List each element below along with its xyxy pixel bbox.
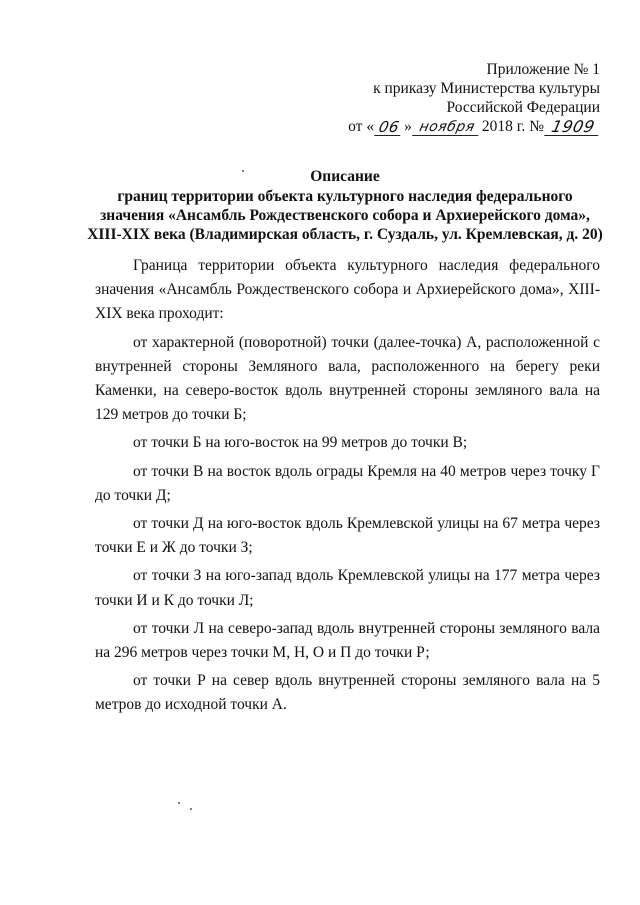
title-line-2: значения «Ансамбль Рождественского собора и Архиерейского дома»,: [100, 207, 590, 224]
appendix-date-line: [300, 117, 600, 136]
date-year: 2018 г.: [481, 118, 526, 135]
paragraph-segment-b-v: от точки Б на юго-восток на 99 метров до точки В;: [133, 434, 468, 452]
date-close-quote: »: [404, 118, 412, 135]
paragraph-segment-v-d: от точки В на восток вдоль ограды Кремля на 40 метров через точку Г до точки Д;: [95, 462, 600, 504]
appendix-order-ref: к приказу Министерства культуры: [373, 80, 600, 97]
paragraph-segment-a-b: от характерной (поворотной) точки (далее-точка) А, расположенной с внутренней стороны Земляного вала, расположенного на берегу реки Каменки, на северо-восток вдоль внутренней стороны земляного вала на 129 метров до точки Б;: [95, 333, 600, 424]
paragraph-segment-z-l: от точки З на юго-запад вдоль Кремлевской улицы на 177 метра через точки И и К до точки Л;: [95, 567, 600, 609]
number-sign: №: [529, 118, 544, 135]
document-title: [80, 167, 610, 244]
title-heading: Описание: [310, 168, 380, 185]
handwritten-day: 06: [374, 119, 404, 136]
title-line-3: XIII-XIX века (Владимирская область, г. Суздаль, ул. Кремлевская, д. 20): [87, 226, 603, 243]
paragraph-intro: Граница территории объекта культурного наследия федерального значения «Ансамбль Рождественского собора и Архиерейского дома», XIII-XIX века проходит:: [95, 257, 600, 323]
paragraph-segment-r-a: от точки Р на север вдоль внутренней стороны земляного вала на 5 метров до исходной точки А.: [95, 672, 600, 714]
handwritten-month: ноября: [412, 119, 482, 136]
scan-speck: [242, 170, 244, 172]
handwritten-order-number: 1909: [544, 119, 602, 136]
appendix-title: Приложение № 1: [486, 61, 600, 78]
title-line-1: границ территории объекта культурного наследия федерального: [117, 188, 573, 205]
scan-speck: [178, 802, 180, 804]
date-prefix: от «: [348, 118, 375, 135]
appendix-authority: Российской Федерации: [446, 99, 600, 116]
paragraph-segment-d-z: от точки Д на юго-восток вдоль Кремлевской улицы на 67 метра через точки Е и Ж до точки З;: [95, 515, 600, 557]
document-body: [95, 254, 600, 722]
scan-speck: [190, 808, 192, 810]
appendix-block: [300, 60, 600, 136]
paragraph-segment-l-r: от точки Л на северо-запад вдоль внутренней стороны земляного вала на 296 метров через точки М, Н, О и П до точки Р;: [95, 619, 600, 662]
